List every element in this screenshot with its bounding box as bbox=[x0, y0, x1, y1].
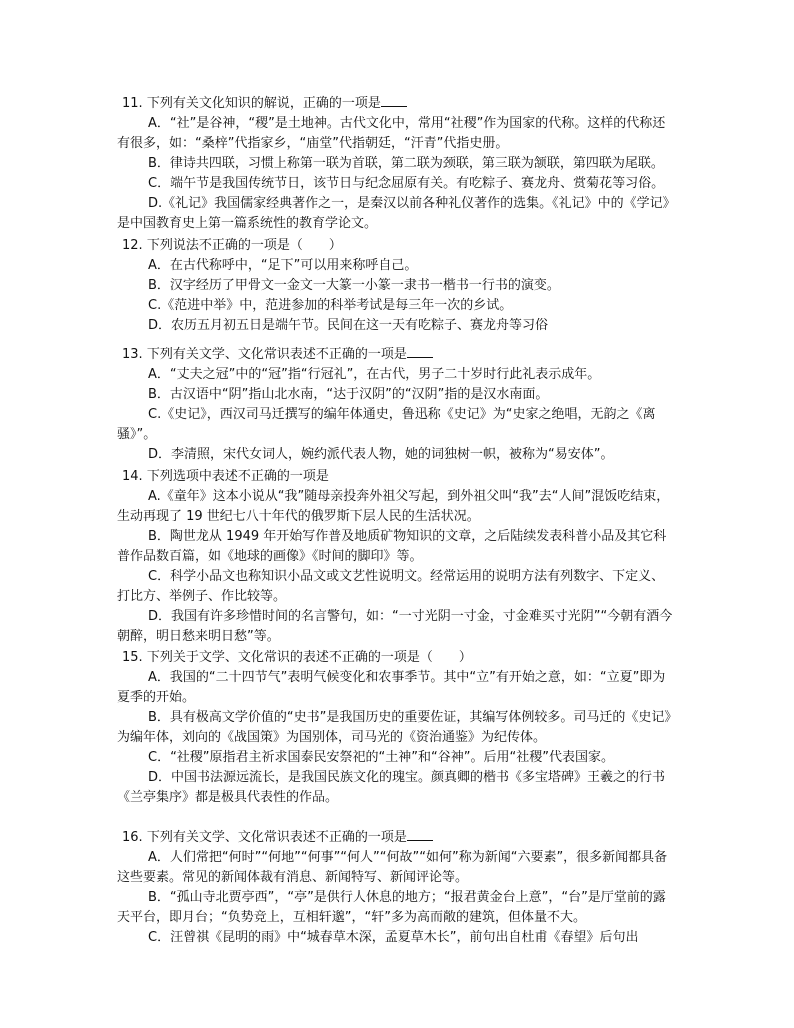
question-16 bbox=[117, 828, 677, 948]
question-text: 下列关于文学、文化常识的表述不正确的一项是（ ） bbox=[146, 650, 472, 665]
question-stem bbox=[117, 648, 677, 668]
question-number: 13. bbox=[122, 347, 143, 362]
question-stem bbox=[117, 828, 677, 848]
question-text: 下列说法不正确的一项是（ ） bbox=[146, 238, 342, 253]
option-a: A．“社”是谷神，“稷”是土地神。古代文化中，常用“社稷”作为国家的代称。这样的代称还有很多，如：“桑梓”代指家乡，“庙堂”代指朝廷，“汗青”代指史册。 bbox=[117, 116, 666, 151]
question-14 bbox=[117, 467, 677, 647]
question-11 bbox=[117, 94, 677, 234]
option-b: B．汉字经历了甲骨文一金文一大篆一小篆一隶书一楷书一行书的演变。 bbox=[148, 278, 560, 293]
option-d: D．我国有许多珍惜时间的名言警句，如：“一寸光阴一寸金，寸金难买寸光阴”“今朝有酒今朝醉，明日愁来明日愁”等。 bbox=[117, 609, 673, 644]
question-13 bbox=[117, 345, 677, 465]
option-b: B．陶世龙从 1949 年开始写作普及地质矿物知识的文章，之后陆续发表科普小品及其它科普作品数百篇，如《地球的画像》《时间的脚印》等。 bbox=[117, 529, 667, 564]
option-b: B．“孤山寺北贾亭西”，“亭”是供行人休息的地方；“报君黄金台上意”，“台”是厅堂前的露天平台，即月台；“负势竞上，互相轩邈”，“轩”多为高而敞的建筑，但体量不大。 bbox=[117, 890, 666, 925]
question-text: 下列选项中表述不正确的一项是 bbox=[146, 469, 329, 484]
answer-blank bbox=[381, 94, 407, 107]
question-text: 下列有关文学、文化常识表述不正确的一项是 bbox=[146, 347, 407, 362]
question-number: 11. bbox=[122, 96, 143, 111]
option-b: B．具有极高文学价值的“史书”是我国历史的重要佐证，其编写体例较多。司马迁的《史记》为编年体，刘向的《战国策》为国别体，司马光的《资治通鉴》为纪传体。 bbox=[117, 710, 671, 745]
option-d: D.《礼记》我国儒家经典著作之一，是秦汉以前各种礼仪著作的选集。《礼记》中的《学记》是中国教育史上第一篇系统性的教育学论文。 bbox=[117, 196, 676, 231]
option-a: A．我国的“二十四节气”表明气候变化和农事季节。其中“立”有开始之意，如：“立夏”即为夏季的开始。 bbox=[117, 670, 666, 705]
option-d: D．李清照，宋代女词人，婉约派代表人物，她的词独树一帜，被称为“易安体”。 bbox=[148, 447, 614, 462]
option-b: B．律诗共四联，习惯上称第一联为首联，第二联为颈联，第三联为颔联，第四联为尾联。 bbox=[148, 156, 664, 171]
question-12 bbox=[117, 236, 677, 336]
question-number: 14. bbox=[122, 469, 143, 484]
question-text: 下列有关文化知识的解说，正确的一项是 bbox=[146, 96, 381, 111]
option-c: C．端午节是我国传统节日，该节日与纪念屈原有关。有吃粽子、赛龙舟、赏菊花等习俗。 bbox=[148, 176, 665, 191]
answer-blank bbox=[407, 828, 433, 841]
question-stem bbox=[117, 345, 677, 365]
option-d: D．中国书法源远流长，是我国民族文化的瑰宝。颜真卿的楷书《多宝塔碑》王羲之的行书《兰亭集序》都是极具代表性的作品。 bbox=[117, 770, 666, 805]
option-c: C.《史记》，西汉司马迁撰写的编年体通史，鲁迅称《史记》为“史家之绝唱，无韵之《离骚》”。 bbox=[117, 407, 656, 442]
question-number: 16. bbox=[122, 830, 143, 845]
option-a: A．人们常把“何时”“何地”“何事”“何人”“何故”“如何”称为新闻“六要素”，很多新闻都具备这些要素。常见的新闻体裁有消息、新闻特写、新闻评论等。 bbox=[117, 850, 668, 885]
question-text: 下列有关文学、文化常识表述不正确的一项是 bbox=[146, 830, 407, 845]
question-stem bbox=[117, 94, 677, 114]
question-number: 12. bbox=[122, 238, 143, 253]
question-number: 15. bbox=[122, 650, 143, 665]
option-c: C．科学小品文也称知识小品文或文艺性说明文。经常运用的说明方法有列数字、下定义、打比方、举例子、作比较等。 bbox=[117, 569, 665, 604]
option-d: D．农历五月初五日是端午节。民间在这一天有吃粽子、赛龙舟等习俗 bbox=[148, 318, 549, 333]
option-a: A．“丈夫之冠”中的“冠”指“行冠礼”，在古代，男子二十岁时行此礼表示成年。 bbox=[148, 367, 601, 382]
option-c: C.《范进中举》中，范进参加的科举考试是每三年一次的乡试。 bbox=[148, 298, 513, 313]
option-a: A．在古代称呼中，“足下”可以用来称呼自己。 bbox=[148, 258, 418, 273]
option-c: C．“社稷”原指君主祈求国泰民安祭祀的“土神”和“谷神”。后用“社稷”代表国家。 bbox=[148, 750, 614, 765]
question-stem bbox=[117, 467, 677, 487]
option-c: C．汪曾祺《昆明的雨》中“城春草木深，孟夏草木长”，前句出自杜甫《春望》后句出 bbox=[148, 930, 639, 945]
option-a: A.《童年》这本小说从“我”随母亲投奔外祖父写起，到外祖父叫“我”去“人间”混饭吃结束，生动再现了 19 世纪七八十年代的俄罗斯下层人民的生活状况。 bbox=[117, 489, 670, 524]
question-15 bbox=[117, 648, 677, 808]
option-b: B．古汉语中“阴”指山北水南，“达于汉阴”的“汉阴”指的是汉水南面。 bbox=[148, 387, 549, 402]
answer-blank bbox=[407, 345, 433, 358]
question-stem bbox=[117, 236, 677, 256]
